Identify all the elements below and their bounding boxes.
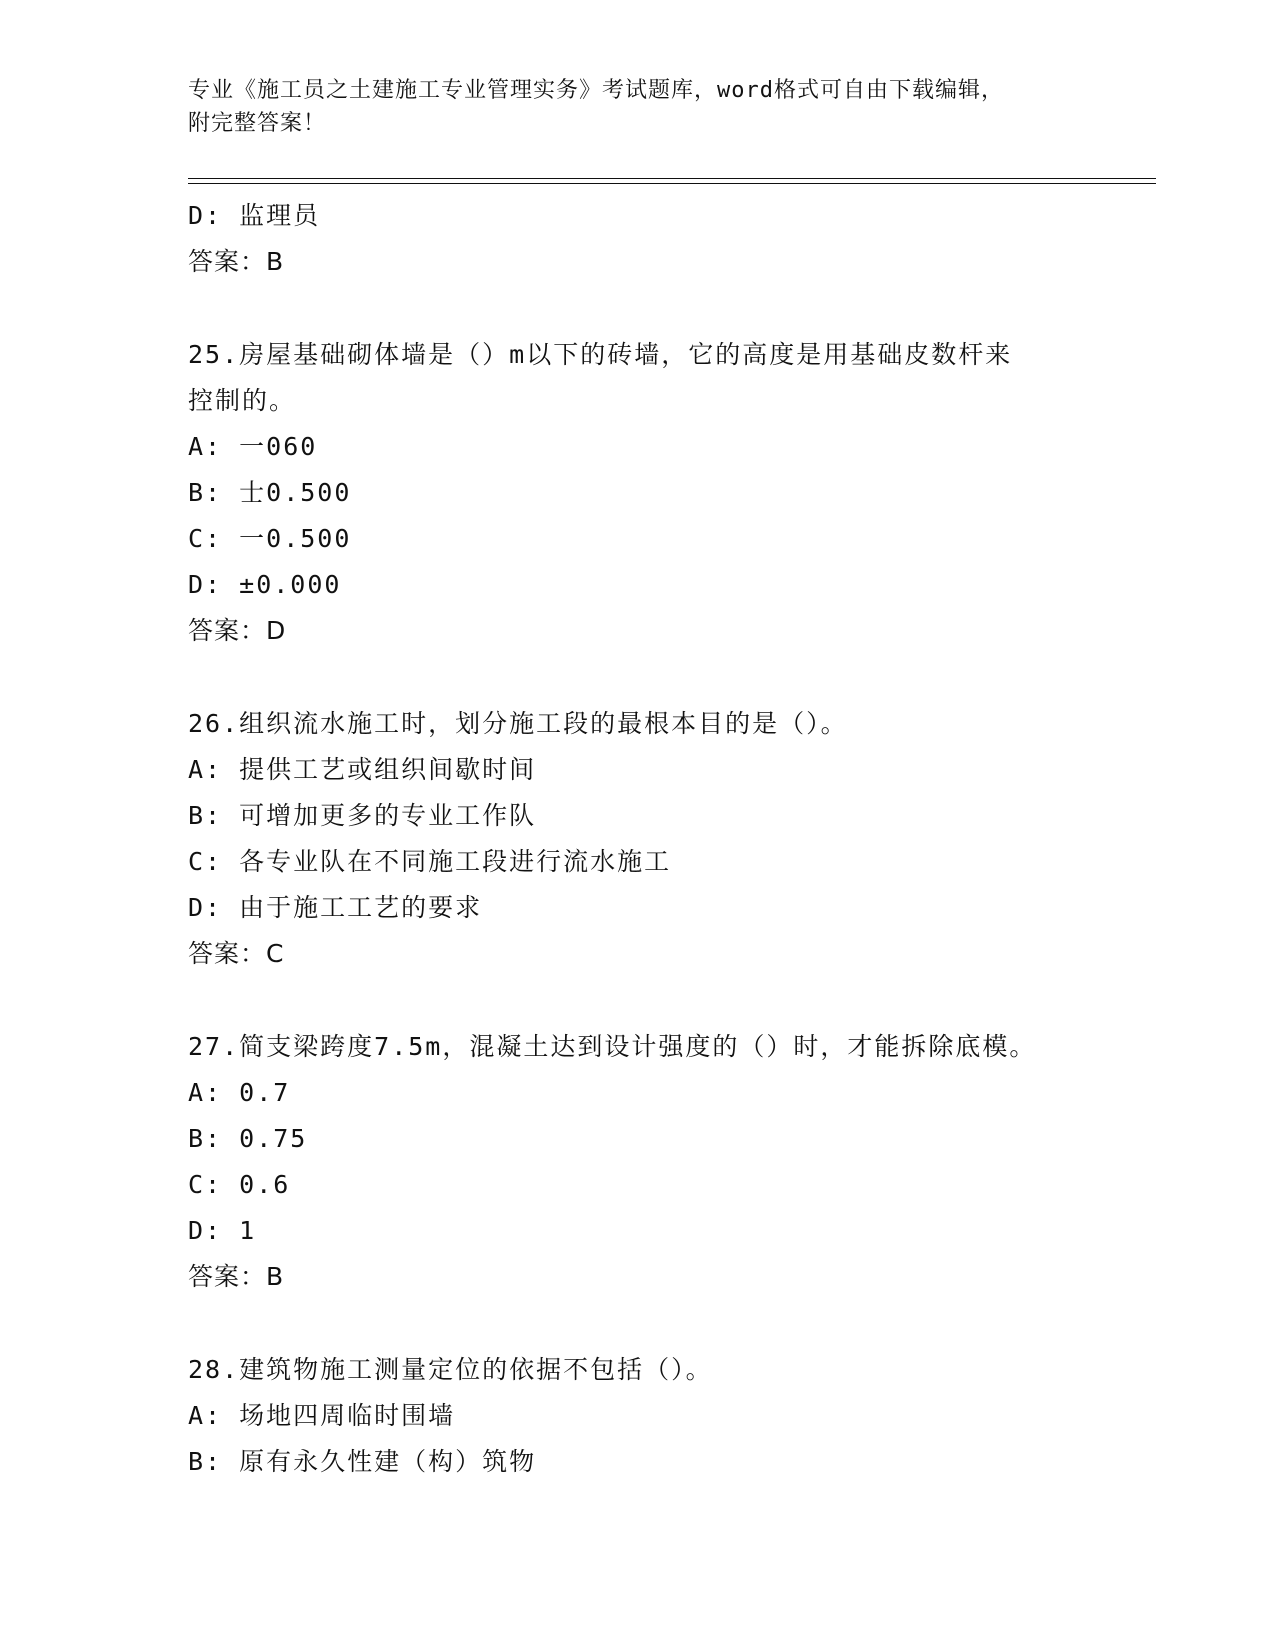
document-header	[188, 74, 1068, 140]
prev-answer: 答案：B	[188, 247, 285, 276]
header-line-1: 专业《施工员之土建施工专业管理实务》考试题库，word格式可自由下载编辑，	[188, 78, 1004, 103]
header-divider-bottom	[188, 183, 1156, 184]
question-list	[188, 193, 1156, 1485]
option-c: C: 一0.500	[188, 524, 352, 553]
option-a: A: 场地四周临时围墙	[188, 1401, 456, 1430]
option-c: C: 0.6	[188, 1170, 291, 1199]
question-stem-cont: 控制的。	[188, 386, 297, 415]
question-25	[188, 332, 1156, 654]
option-b: B: 可增加更多的专业工作队	[188, 801, 537, 830]
answer: 答案：D	[188, 616, 287, 645]
question-26	[188, 701, 1156, 977]
option-a: A: 提供工艺或组织间歇时间	[188, 755, 537, 784]
option-d: D: ±0.000	[188, 570, 342, 599]
question-28	[188, 1347, 1156, 1485]
question-stem: 25.房屋基础砌体墙是（）m以下的砖墙，它的高度是用基础皮数杆来	[188, 340, 1013, 369]
option-b: B: 士0.500	[188, 478, 352, 507]
prev-option-d: D: 监理员	[188, 201, 321, 230]
answer: 答案：C	[188, 939, 285, 968]
header-divider-top	[188, 178, 1156, 179]
option-a: A: 一060	[188, 432, 318, 461]
header-line-2: 附完整答案！	[188, 111, 327, 136]
option-a: A: 0.7	[188, 1078, 291, 1107]
option-b: B: 原有永久性建（构）筑物	[188, 1447, 537, 1476]
option-b: B: 0.75	[188, 1124, 308, 1153]
option-d: D: 1	[188, 1216, 257, 1245]
answer: 答案：B	[188, 1262, 285, 1291]
question-stem: 27.简支梁跨度7.5m，混凝土达到设计强度的（）时，才能拆除底模。	[188, 1032, 1037, 1061]
question-stem: 28.建筑物施工测量定位的依据不包括（）。	[188, 1355, 713, 1384]
option-d: D: 由于施工工艺的要求	[188, 893, 483, 922]
question-27	[188, 1024, 1156, 1300]
question-stem: 26.组织流水施工时，划分施工段的最根本目的是（）。	[188, 709, 848, 738]
option-c: C: 各专业队在不同施工段进行流水施工	[188, 847, 672, 876]
